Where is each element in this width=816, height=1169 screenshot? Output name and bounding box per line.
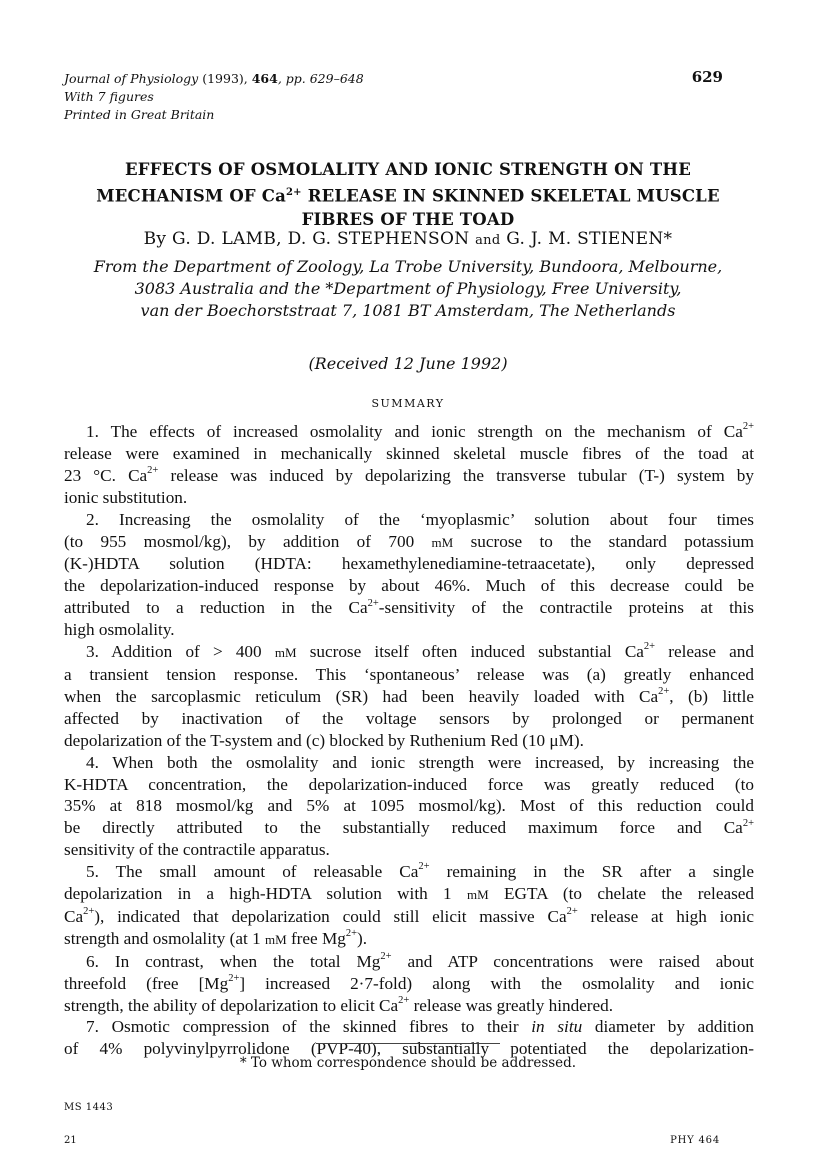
unit-mm: mM [264, 931, 287, 947]
manuscript-number: MS 1443 [64, 1102, 114, 1113]
paragraph-4-line [64, 817, 754, 839]
figure-count: With 7 figures [64, 89, 154, 104]
text: -sensitivity of the contractile proteins at this [378, 598, 754, 618]
affiliation-line-3: van der Boechorststraat 7, 1081 BT Amsterdam, The Netherlands [140, 301, 676, 320]
superscript: 2+ [658, 686, 670, 698]
author-stienen: G. J. M. STIENEN* [506, 229, 673, 249]
journal-pages: , pp. 629–648 [277, 71, 364, 86]
superscript: 2+ [380, 951, 392, 963]
text: release was greatly hindered. [409, 995, 614, 1015]
paragraph-5-line [64, 928, 754, 951]
journal-code: PHY 464 [670, 1135, 720, 1146]
signature-mark: 21 [64, 1135, 77, 1146]
unit-mm: mM [431, 534, 454, 550]
text: diameter by addition [582, 1017, 755, 1037]
paragraph-6-line [64, 951, 754, 973]
text: depolarization in a high-HDTA solution with 1 [64, 884, 468, 904]
text: threefold (free [Mg [64, 973, 229, 993]
summary-heading: SUMMARY [371, 397, 445, 410]
text: release and [655, 642, 754, 662]
unit-mm: mM [467, 887, 489, 903]
text: ] increased 2·7-fold) along with the osmolality and ionic [239, 973, 754, 993]
paragraph-6-line [64, 995, 754, 1017]
running-header [64, 70, 364, 124]
author-and: and [475, 233, 501, 248]
superscript: 2+ [418, 861, 430, 873]
superscript: 2+ [742, 421, 754, 433]
paragraph-3-line: affected by inactivation of the voltage sensors by prolonged or permanent [64, 708, 754, 728]
superscript: 2+ [566, 906, 578, 918]
paragraph-2-line: the depolarization-induced response by about 46%. Much of this decrease could be [64, 576, 754, 596]
affiliation-line-1: From the Department of Zoology, La Trobe University, Bundoora, Melbourne, [93, 257, 723, 276]
paragraph-5-line [64, 906, 754, 928]
page-number: 629 [691, 68, 723, 86]
text: remaining in the SR after a single [429, 862, 754, 882]
text: and ATP concentrations were raised about [391, 951, 754, 971]
paragraph-1-line [64, 465, 754, 487]
paragraph-1-line: ionic substitution. [64, 487, 188, 507]
superscript: 2+ [643, 641, 656, 653]
text: ). [357, 928, 368, 948]
paragraph-5-line [64, 861, 754, 883]
author-line [60, 229, 756, 249]
text: sucrose itself often induced substantial Ca [296, 642, 644, 662]
text: , (b) little [669, 686, 754, 706]
text: 6. In contrast, when the total Mg [86, 951, 381, 971]
paragraph-3-line: a transient tension response. This ‘spontaneous’ release was (a) greatly enhanced [64, 664, 754, 684]
paragraph-2-line: 2. Increasing the osmolality of the ‘myoplasmic’ solution about four times [86, 509, 754, 529]
superscript: 2+ [398, 994, 410, 1006]
paragraph-4-line: sensitivity of the contractile apparatus. [64, 840, 330, 860]
paragraph-4-line: 35% at 818 mosmol/kg and 5% at 1095 mosmol/kg). Most of this reduction could [64, 796, 754, 816]
paragraph-2-line: high osmolality. [64, 620, 175, 640]
paragraph-5-line [64, 883, 754, 906]
paragraph-2-line: (K-)HDTA solution (HDTA: hexamethylenediamine-tetraacetate), only depressed [64, 554, 754, 574]
paragraph-3-line [64, 686, 754, 708]
superscript: 2+ [147, 465, 159, 477]
title-line-2 [60, 181, 756, 208]
affiliation [60, 256, 756, 322]
paragraph-1-line: release were examined in mechanically skinned skeletal muscle fibres of the toad at [64, 443, 754, 463]
text: free Mg [286, 928, 346, 948]
paragraph-4-line: K-HDTA concentration, the depolarization-induced force was greatly reduced (to [64, 774, 754, 794]
text: 1. The effects of increased osmolality and ionic strength on the mechanism of Ca [86, 422, 743, 441]
title-text: RELEASE IN SKINNED SKELETAL MUSCLE [301, 186, 720, 206]
journal-year: (1993), [202, 71, 248, 86]
title-line-1: EFFECTS OF OSMOLALITY AND IONIC STRENGTH ON THE [125, 160, 691, 179]
text: 5. The small amount of releasable Ca [86, 862, 419, 882]
text: (to 955 mosmol/kg), by addition of 700 [64, 531, 432, 551]
affiliation-line-2: 3083 Australia and the *Department of Physiology, Free University, [134, 279, 682, 298]
text: EGTA (to chelate the released [488, 884, 754, 904]
text: 7. Osmotic compression of the skinned fibres to their [86, 1017, 532, 1037]
paragraph-2-line [64, 597, 754, 619]
author-stephenson: D. G. STEPHENSON [287, 229, 470, 249]
paragraph-4-line: 4. When both the osmolality and ionic strength were increased, by increasing the [86, 752, 754, 772]
title-line-3: FIBRES OF THE TOAD [301, 209, 515, 229]
superscript: 2+ [742, 817, 754, 829]
footnote-rule [316, 1043, 500, 1044]
text: Ca [64, 906, 84, 926]
summary-body [64, 421, 754, 1060]
text: when the sarcoplasmic reticulum (SR) had been heavily loaded with Ca [64, 686, 659, 706]
journal-volume: 464 [251, 71, 278, 86]
text: release at high ionic [577, 906, 754, 926]
text: ), indicated that depolarization could still elicit massive Ca [94, 906, 567, 926]
paragraph-6-line [64, 973, 754, 995]
text: sucrose to the standard potassium [453, 531, 754, 551]
paragraph-3-line: depolarization of the T-system and (c) blocked by Ruthenium Red (10 μM). [64, 730, 584, 750]
text: strength and osmolality (at 1 [64, 928, 265, 948]
paragraph-7-line: of 4% polyvinylpyrrolidone (PVP-40), substantially potentiated the depolarization- [64, 1039, 754, 1059]
unit-mm: mM [274, 645, 297, 661]
paragraph-3-line [64, 641, 754, 664]
text: 3. Addition of > 400 [86, 642, 275, 662]
superscript: 2+ [83, 906, 95, 918]
text: attributed to a reduction in the Ca [64, 598, 368, 618]
text: be directly attributed to the substantially reduced maximum force and Ca [64, 818, 743, 838]
superscript: 2+ [345, 928, 357, 940]
article-title [60, 158, 756, 231]
author-lamb: G. D. LAMB, [172, 229, 282, 249]
italic-text: in situ [531, 1017, 583, 1037]
paragraph-7-line [64, 1016, 754, 1038]
journal-name: Journal of Physiology [64, 71, 199, 86]
printed-in: Printed in Great Britain [64, 107, 215, 122]
citation-line [64, 70, 364, 88]
paragraph-1-line [64, 421, 754, 443]
superscript: 2+ [367, 597, 379, 609]
text: release was induced by depolarizing the transverse tubular (T-) system by [158, 465, 754, 485]
paragraph-2-line [64, 531, 754, 554]
author-by: By [143, 229, 167, 249]
superscript: 2+ [286, 187, 302, 198]
superscript: 2+ [228, 972, 240, 984]
text: 23 °C. Ca [64, 465, 148, 485]
footnote: * To whom correspondence should be addressed. [239, 1055, 577, 1071]
text: strength, the ability of depolarization to elicit Ca [64, 995, 399, 1015]
title-text: MECHANISM OF Ca [96, 186, 286, 206]
received-date: (Received 12 June 1992) [308, 354, 508, 373]
